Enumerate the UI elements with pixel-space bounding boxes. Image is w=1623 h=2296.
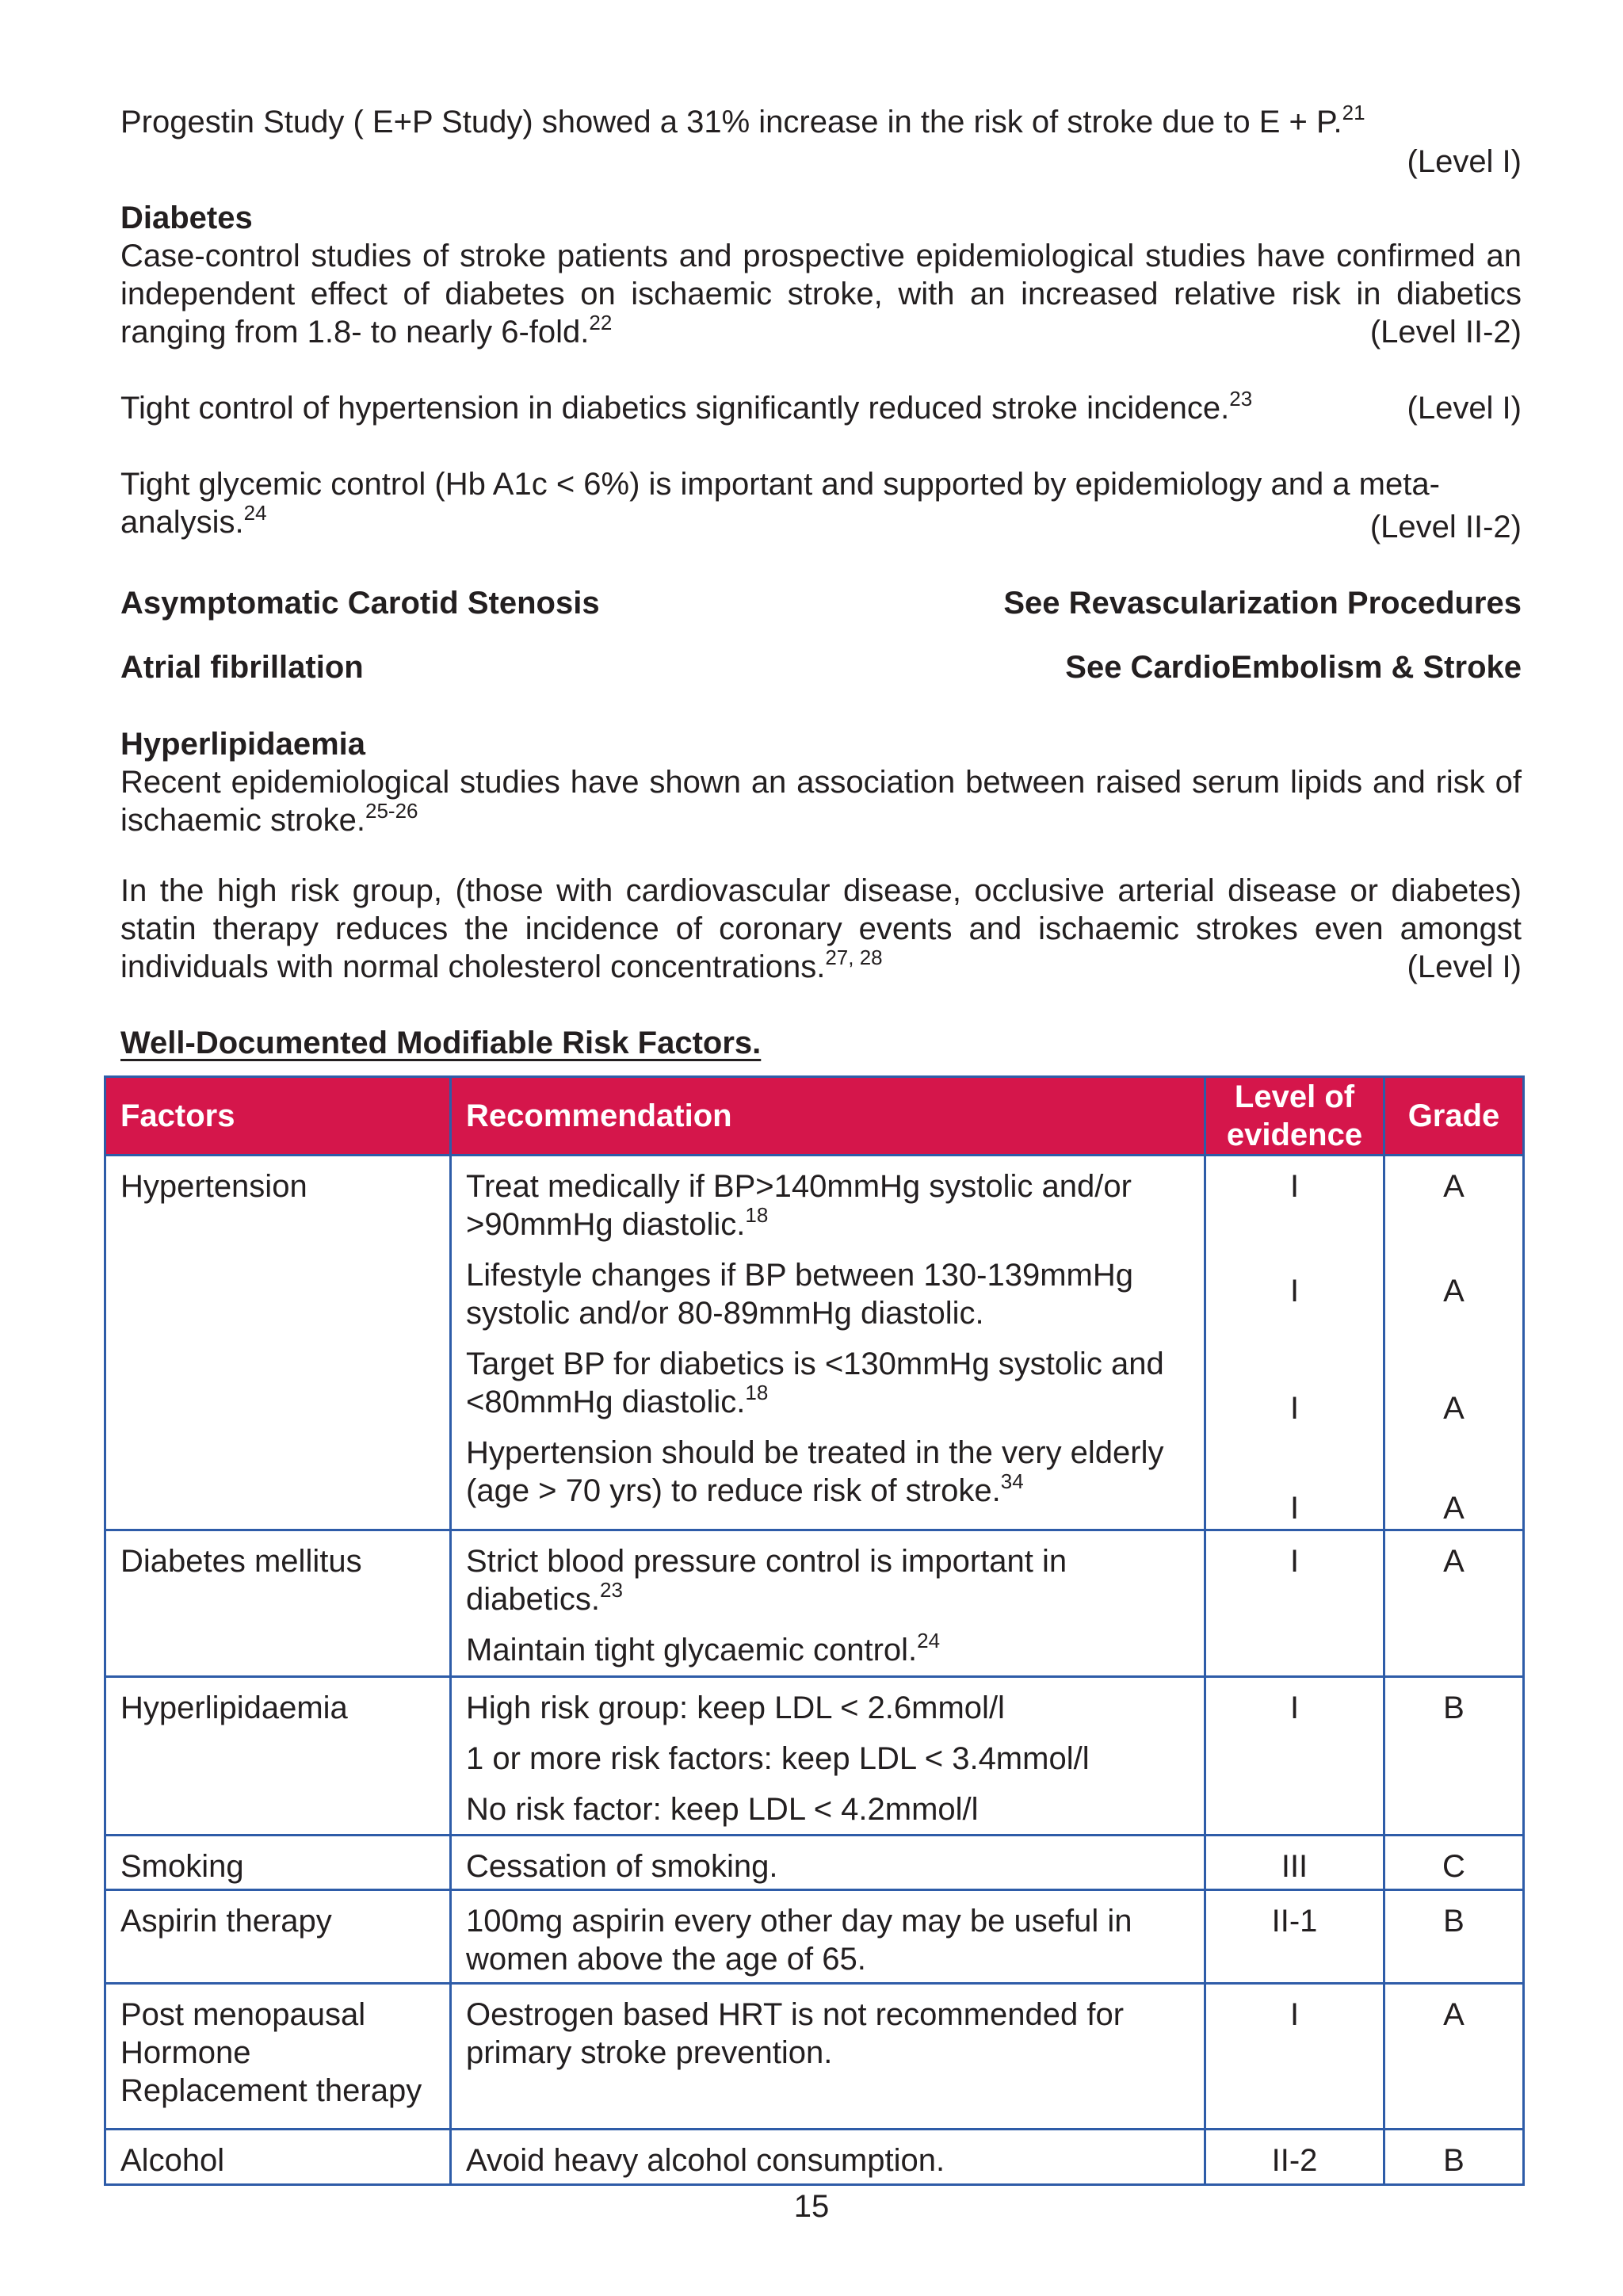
recommendation-text: 1 or more risk factors: keep LDL < 3.4mmol/l — [466, 1741, 1090, 1776]
recommendation-item — [466, 1345, 1190, 1421]
recommendation-item — [466, 1847, 1190, 1885]
recommendation-text: Lifestyle changes if BP between 130-139mmHg systolic and/or 80-89mmHg diastolic. — [466, 1258, 1133, 1331]
grade-value: A — [1443, 1544, 1465, 1579]
recommendation-text: No risk factor: keep LDL < 4.2mmol/l — [466, 1792, 979, 1827]
recommendation-item — [466, 1256, 1190, 1332]
intro-level: (Level I) — [1407, 144, 1522, 179]
level-cell — [1205, 1677, 1384, 1836]
grade-cell — [1384, 1530, 1524, 1677]
recommendation-ref: 23 — [599, 1578, 623, 1602]
risk-factors-table-body — [105, 1156, 1524, 2185]
factor-cell: Aspirin therapy — [105, 1890, 451, 1984]
cross-ref-see: See CardioEmbolism & Stroke — [1065, 650, 1522, 685]
cross-ref-see: See Revascularization Procedures — [1003, 586, 1522, 621]
grade-cell — [1384, 1677, 1524, 1836]
recommendation-text: Cessation of smoking. — [466, 1849, 778, 1884]
diabetes-heading: Diabetes — [120, 201, 253, 235]
grade-value: B — [1443, 2143, 1465, 2178]
factor-cell: Hyperlipidaemia — [105, 1677, 451, 1836]
level-value: II-1 — [1271, 1904, 1318, 1939]
recommendation-ref: 24 — [917, 1629, 941, 1652]
level-cell — [1205, 1984, 1384, 2130]
factor-cell: Smoking — [105, 1836, 451, 1890]
grade-value: A — [1443, 1997, 1465, 2032]
level-cell — [1205, 1836, 1384, 1890]
hyperlipidaemia-paragraph-1: Recent epidemiological studies have shown an association between raised serum lipids and risk of ischaemic stroke.$^{25-26}$ — [120, 765, 1522, 838]
hyperlipidaemia-ref-1: 25-26 — [365, 799, 418, 823]
recommendation-cell — [451, 1677, 1205, 1836]
level-value: I — [1289, 1391, 1300, 1426]
table-header-row — [105, 1077, 1524, 1156]
hyperlipidaemia-level-2: (Level I) — [1407, 949, 1522, 984]
table-row — [105, 1836, 1524, 1890]
table-row — [105, 1530, 1524, 1677]
recommendation-item — [466, 1790, 1190, 1828]
factor-cell: Alcohol — [105, 2130, 451, 2185]
recommendation-item — [466, 1689, 1190, 1727]
recommendation-cell — [451, 1156, 1205, 1530]
recommendation-text: Treat medically if BP>140mmHg systolic and/or >90mmHg diastolic. — [466, 1169, 1132, 1242]
recommendation-ref: 18 — [745, 1203, 769, 1227]
grade-cell — [1384, 1836, 1524, 1890]
diabetes-ref-2: 23 — [1229, 387, 1253, 411]
level-cell — [1205, 1890, 1384, 1984]
grade-value: A — [1443, 1391, 1465, 1426]
recommendation-item — [466, 1740, 1190, 1778]
recommendation-item — [466, 1996, 1190, 2072]
diabetes-ref-1: 22 — [589, 311, 613, 334]
recommendation-item — [466, 1902, 1190, 1978]
risk-factors-table — [104, 1075, 1525, 2186]
grade-value: B — [1443, 1690, 1465, 1725]
grade-cell — [1384, 1984, 1524, 2130]
grade-cell — [1384, 2130, 1524, 2185]
grade-cell — [1384, 1156, 1524, 1530]
cross-ref-carotid — [120, 584, 1522, 622]
recommendation-text: Maintain tight glycaemic control. — [466, 1633, 918, 1668]
level-value: I — [1289, 1169, 1300, 1204]
diabetes-paragraph-2: Tight control of hypertension in diabetics significantly reduced stroke incidence.$^{23}$ (Level I) — [120, 387, 1522, 426]
header-grade: Grade — [1384, 1077, 1524, 1156]
cross-ref-label: Atrial fibrillation — [120, 650, 364, 685]
recommendation-cell — [451, 1836, 1205, 1890]
table-row — [105, 1677, 1524, 1836]
recommendation-cell — [451, 1530, 1205, 1677]
grade-value: A — [1443, 1169, 1465, 1204]
recommendation-item — [466, 1434, 1190, 1510]
hyperlipidaemia-heading: Hyperlipidaemia — [120, 727, 366, 762]
hyperlipidaemia-ref-2: 27, 28 — [825, 946, 883, 969]
table-row — [105, 1984, 1524, 2130]
intro-text: Progestin Study ( E+P Study) showed a 31% increase in the risk of stroke due to E + P. — [120, 105, 1342, 139]
diabetes-ref-3: 24 — [243, 501, 267, 525]
intro-ref: 21 — [1342, 101, 1365, 124]
diabetes-level-2: (Level I) — [1407, 391, 1522, 426]
level-cell — [1205, 2130, 1384, 2185]
level-value: III — [1281, 1849, 1308, 1884]
recommendation-ref: 34 — [1000, 1469, 1024, 1493]
recommendation-text: Target BP for diabetics is <130mmHg systolic and <80mmHg diastolic. — [466, 1347, 1164, 1419]
recommendation-text: High risk group: keep LDL < 2.6mmol/l — [466, 1690, 1005, 1725]
level-value: I — [1289, 1491, 1300, 1526]
header-level: Level of evidence — [1205, 1077, 1384, 1156]
level-value: II-2 — [1271, 2143, 1318, 2178]
grade-value: A — [1443, 1274, 1465, 1308]
level-value: I — [1289, 1274, 1300, 1308]
recommendation-text: 100mg aspirin every other day may be useful in women above the age of 65. — [466, 1904, 1132, 1977]
cross-ref-atrial — [120, 648, 1522, 686]
header-recommendation: Recommendation — [451, 1077, 1205, 1156]
recommendation-cell — [451, 1984, 1205, 2130]
level-cell — [1205, 1156, 1384, 1530]
header-factors: Factors — [105, 1077, 451, 1156]
recommendation-text: Strict blood pressure control is important in diabetics. — [466, 1544, 1067, 1617]
grade-cell — [1384, 1890, 1524, 1984]
intro-paragraph — [120, 103, 1522, 141]
diabetes-level-1: (Level II-2) — [1369, 315, 1522, 350]
factor-cell: Post menopausal Hormone Replacement therapy — [105, 1984, 451, 2130]
factor-cell: Diabetes mellitus — [105, 1530, 451, 1677]
diabetes-level-3: (Level II-2) — [1369, 510, 1522, 544]
recommendation-ref: 18 — [745, 1381, 769, 1404]
grade-value: A — [1443, 1491, 1465, 1526]
level-cell — [1205, 1530, 1384, 1677]
table-row — [105, 1890, 1524, 1984]
page-number: 15 — [793, 2189, 830, 2224]
table-title: Well-Documented Modifiable Risk Factors. — [120, 1026, 762, 1060]
table-row — [105, 2130, 1524, 2185]
grade-value: B — [1443, 1904, 1465, 1939]
recommendation-item — [466, 2141, 1190, 2179]
level-value: I — [1289, 1997, 1300, 2032]
recommendation-item — [466, 1631, 1190, 1669]
recommendation-text: Oestrogen based HRT is not recommended for primary stroke prevention. — [466, 1997, 1125, 2070]
recommendation-cell — [451, 2130, 1205, 2185]
cross-ref-label: Asymptomatic Carotid Stenosis — [120, 586, 600, 621]
diabetes-paragraph-3: Tight glycemic control (Hb A1c < 6%) is important and supported by epidemiology and a meta-analysis.$^{24}$ — [120, 467, 1440, 540]
recommendation-cell — [451, 1890, 1205, 1984]
diabetes-paragraph-1: Case-control studies of stroke patients and prospective epidemiological studies have confirmed an independent effect of diabetes on ischaemic stroke, with an increased relative risk in diabetics ranging from 1.8- to nearly 6-fold.$^{22}$ (Level II-2) — [120, 239, 1522, 350]
recommendation-item — [466, 1167, 1190, 1244]
recommendation-text: Avoid heavy alcohol consumption. — [466, 2143, 945, 2178]
level-value: I — [1289, 1544, 1300, 1579]
hyperlipidaemia-paragraph-2: In the high risk group, (those with cardiovascular disease, occlusive arterial disease or diabetes) statin therapy reduces the incidence of coronary events and ischaemic strokes even amongst individuals with normal cholesterol concentrations.$^{27, 28}$ (Level I) — [120, 873, 1522, 984]
factor-cell: Hypertension — [105, 1156, 451, 1530]
grade-value: C — [1442, 1849, 1465, 1884]
level-value: I — [1289, 1690, 1300, 1725]
recommendation-text: Hypertension should be treated in the very elderly (age > 70 yrs) to reduce risk of stroke. — [466, 1435, 1164, 1508]
table-row — [105, 1156, 1524, 1530]
recommendation-item — [466, 1542, 1190, 1618]
